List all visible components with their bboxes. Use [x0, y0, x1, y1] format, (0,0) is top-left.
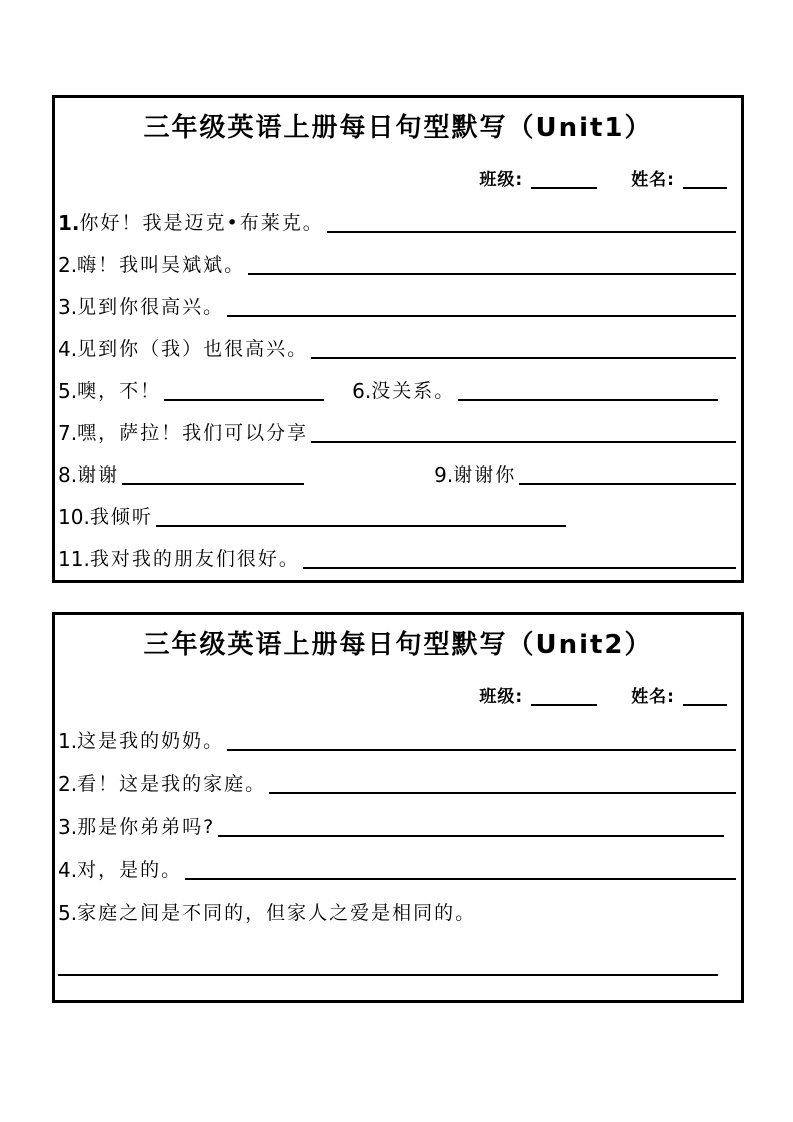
- item-number: 7.: [58, 421, 78, 445]
- answer-blank[interactable]: [122, 480, 304, 485]
- answer-blank[interactable]: [327, 228, 736, 233]
- item-number: 1.: [58, 729, 78, 753]
- item-number: 11.: [58, 547, 90, 571]
- item-number: 2.: [58, 772, 78, 796]
- item-text: 噢，不！: [77, 380, 162, 402]
- answer-blank[interactable]: [248, 270, 736, 275]
- worksheet-section-unit2: [52, 612, 744, 1003]
- name-label: 姓名:: [631, 170, 675, 190]
- item-text: 家庭之间是不同的，但家人之爱是相同的。: [77, 902, 477, 924]
- worksheet-row: [58, 242, 736, 284]
- item-number: 2.: [58, 253, 78, 277]
- worksheet-row: [58, 410, 736, 452]
- sentence-list: [55, 717, 741, 985]
- item-number: 3.: [58, 815, 78, 839]
- section-title: 三年级英语上册每日句型默写（Unit2）: [143, 630, 653, 660]
- item-text: 谢谢你: [453, 464, 517, 486]
- worksheet-row: [58, 494, 736, 536]
- item-text: 我倾听: [89, 506, 153, 528]
- item-text: 嗨！我叫吴斌斌。: [77, 254, 246, 276]
- worksheet-row: [58, 284, 736, 326]
- item-number: 9.: [434, 463, 454, 487]
- item-number: 1.: [58, 211, 80, 235]
- answer-blank[interactable]: [227, 312, 736, 317]
- worksheet-row: [58, 326, 736, 368]
- class-name-row: [55, 685, 741, 709]
- item-number: 5.: [58, 379, 78, 403]
- item-number: 3.: [58, 295, 78, 319]
- class-blank-line[interactable]: [531, 184, 597, 189]
- worksheet-row: [58, 452, 736, 494]
- class-label: 班级:: [479, 687, 524, 707]
- answer-blank[interactable]: [269, 789, 736, 794]
- answer-blank[interactable]: [185, 875, 736, 880]
- answer-blank[interactable]: [303, 564, 736, 569]
- item-number: 5.: [58, 901, 78, 925]
- item-number: 6.: [352, 379, 372, 403]
- answer-blank[interactable]: [164, 396, 324, 401]
- item-number: 4.: [58, 858, 78, 882]
- sentence-list: [55, 200, 741, 578]
- worksheet-row: [58, 803, 736, 846]
- worksheet-row: [58, 200, 736, 242]
- item-number: 4.: [58, 337, 78, 361]
- item-text: 这是我的奶奶。: [77, 730, 225, 752]
- item-text: 见到你（我）也很高兴。: [77, 338, 309, 360]
- name-label: 姓名:: [631, 687, 675, 707]
- answer-blank[interactable]: [218, 832, 724, 837]
- worksheet-row: [58, 889, 736, 932]
- item-text: 没关系。: [371, 380, 456, 402]
- item-text: 谢谢: [77, 464, 120, 486]
- answer-blank[interactable]: [227, 746, 736, 751]
- worksheet-row: [58, 760, 736, 803]
- item-text: 那是你弟弟吗?: [77, 816, 216, 838]
- worksheet-section-unit1: [52, 95, 744, 583]
- worksheet-row: [58, 846, 736, 889]
- worksheet-row: [58, 942, 736, 985]
- name-blank-line[interactable]: [683, 184, 727, 189]
- name-blank-line[interactable]: [683, 701, 727, 706]
- item-text: 嘿，萨拉！我们可以分享: [77, 422, 309, 444]
- answer-blank[interactable]: [156, 522, 566, 527]
- item-text: 对，是的。: [77, 859, 183, 881]
- answer-blank[interactable]: [519, 480, 736, 485]
- item-text: 见到你很高兴。: [77, 296, 225, 318]
- answer-blank[interactable]: [311, 354, 736, 359]
- class-blank-line[interactable]: [531, 701, 597, 706]
- class-name-row: [55, 168, 741, 192]
- worksheet-row: [58, 368, 736, 410]
- class-label: 班级:: [479, 170, 524, 190]
- answer-blank[interactable]: [311, 438, 736, 443]
- worksheet-row: [58, 536, 736, 578]
- item-number: 8.: [58, 463, 78, 487]
- item-text: 看！这是我的家庭。: [77, 773, 267, 795]
- item-number: 10.: [58, 505, 90, 529]
- answer-blank[interactable]: [458, 396, 718, 401]
- item-text: 我对我的朋友们很好。: [89, 548, 300, 570]
- worksheet-row: [58, 717, 736, 760]
- answer-blank[interactable]: [58, 971, 718, 976]
- item-text: 你好！我是迈克•布莱克。: [79, 212, 324, 234]
- section-title: 三年级英语上册每日句型默写（Unit1）: [143, 113, 653, 143]
